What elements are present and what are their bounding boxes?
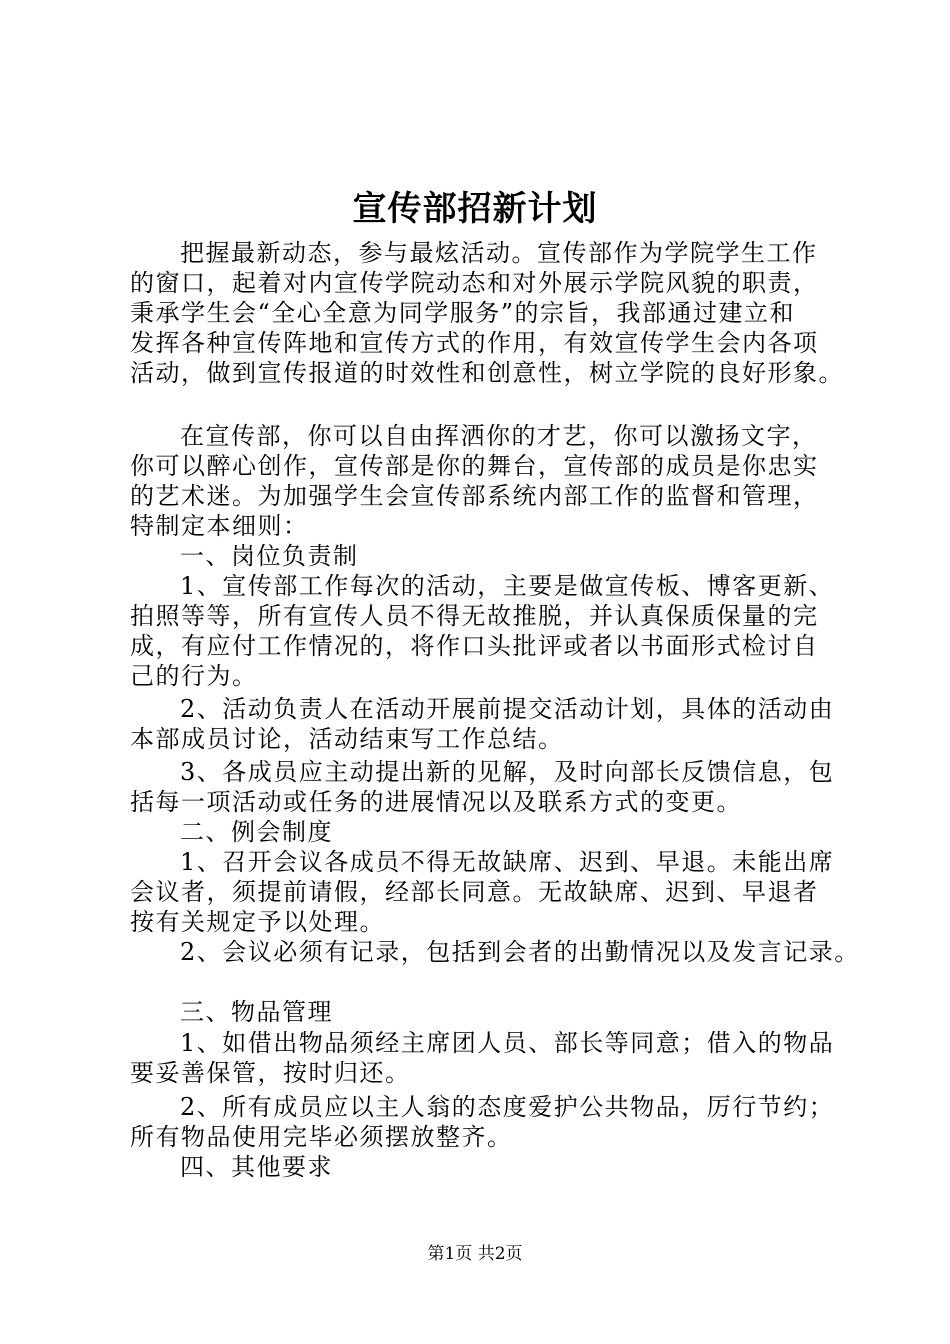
paragraph-line: 的窗口，起着对内宣传学院动态和对外展示学院风貌的职责， (130, 269, 819, 297)
section-heading: 二、例会制度 (180, 818, 333, 846)
paragraph-line: 1、如借出物品须经主席团人员、部长等同意；借入的物品 (180, 1029, 835, 1057)
section-heading: 四、其他要求 (180, 1153, 333, 1181)
paragraph-line: 3、各成员应主动提出新的见解，及时向部长反馈信息，包 (180, 758, 835, 786)
paragraph-line: 秉承学生会“全心全意为同学服务”的宗旨，我部通过建立和 (130, 299, 796, 327)
paragraph-line: 特制定本细则： (130, 512, 309, 540)
paragraph-line: 拍照等等，所有宣传人员不得无故推脱，并认真保质保量的完 (130, 602, 819, 630)
paragraph-line: 己的行为。 (130, 662, 258, 690)
paragraph-line: 成，有应付工作情况的，将作口头批评或者以书面形式检讨自 (130, 632, 819, 660)
paragraph-line: 要妥善保管，按时归还。 (130, 1059, 411, 1087)
paragraph-line: 按有关规定予以处理。 (130, 908, 385, 936)
page-footer: 第1页 共2页 (427, 1244, 523, 1264)
paragraph-line: 发挥各种宣传阵地和宣传方式的作用，有效宣传学生会内各项 (130, 329, 819, 357)
paragraph-line: 把握最新动态，参与最炫活动。宣传部作为学院学生工作 (180, 239, 818, 267)
section-heading: 一、岗位负责制 (180, 542, 359, 570)
paragraph-line: 2、活动负责人在活动开展前提交活动计划，具体的活动由 (180, 695, 835, 723)
section-heading: 三、物品管理 (180, 998, 333, 1026)
paragraph-line: 本部成员讨论，活动结束写工作总结。 (130, 725, 564, 753)
paragraph-line: 所有物品使用完毕必须摆放整齐。 (130, 1123, 513, 1151)
paragraph-line: 2、所有成员应以主人翁的态度爱护公共物品，厉行节约； (180, 1093, 835, 1121)
paragraph-line: 会议者，须提前请假，经部长同意。无故缺席、迟到、早退者 (130, 878, 819, 906)
paragraph-line: 的艺术迷。为加强学生会宣传部系统内部工作的监督和管理， (130, 482, 819, 510)
paragraph-line: 活动，做到宣传报道的时效性和创意性，树立学院的良好形象。 (130, 359, 844, 387)
paragraph-line: 在宣传部，你可以自由挥洒你的才艺，你可以激扬文字， (180, 422, 818, 450)
document-title: 宣传部招新计划 (352, 189, 598, 229)
paragraph-line: 2、会议必须有记录，包括到会者的出勤情况以及发言记录。 (180, 938, 860, 966)
paragraph-line: 1、召开会议各成员不得无故缺席、迟到、早退。未能出席 (180, 848, 835, 876)
paragraph-line: 1、宣传部工作每次的活动，主要是做宣传板、博客更新、 (180, 572, 835, 600)
paragraph-line: 你可以醉心创作，宣传部是你的舞台，宣传部的成员是你忠实 (130, 452, 819, 480)
paragraph-line: 括每一项活动或任务的进展情况以及联系方式的变更。 (130, 788, 742, 816)
